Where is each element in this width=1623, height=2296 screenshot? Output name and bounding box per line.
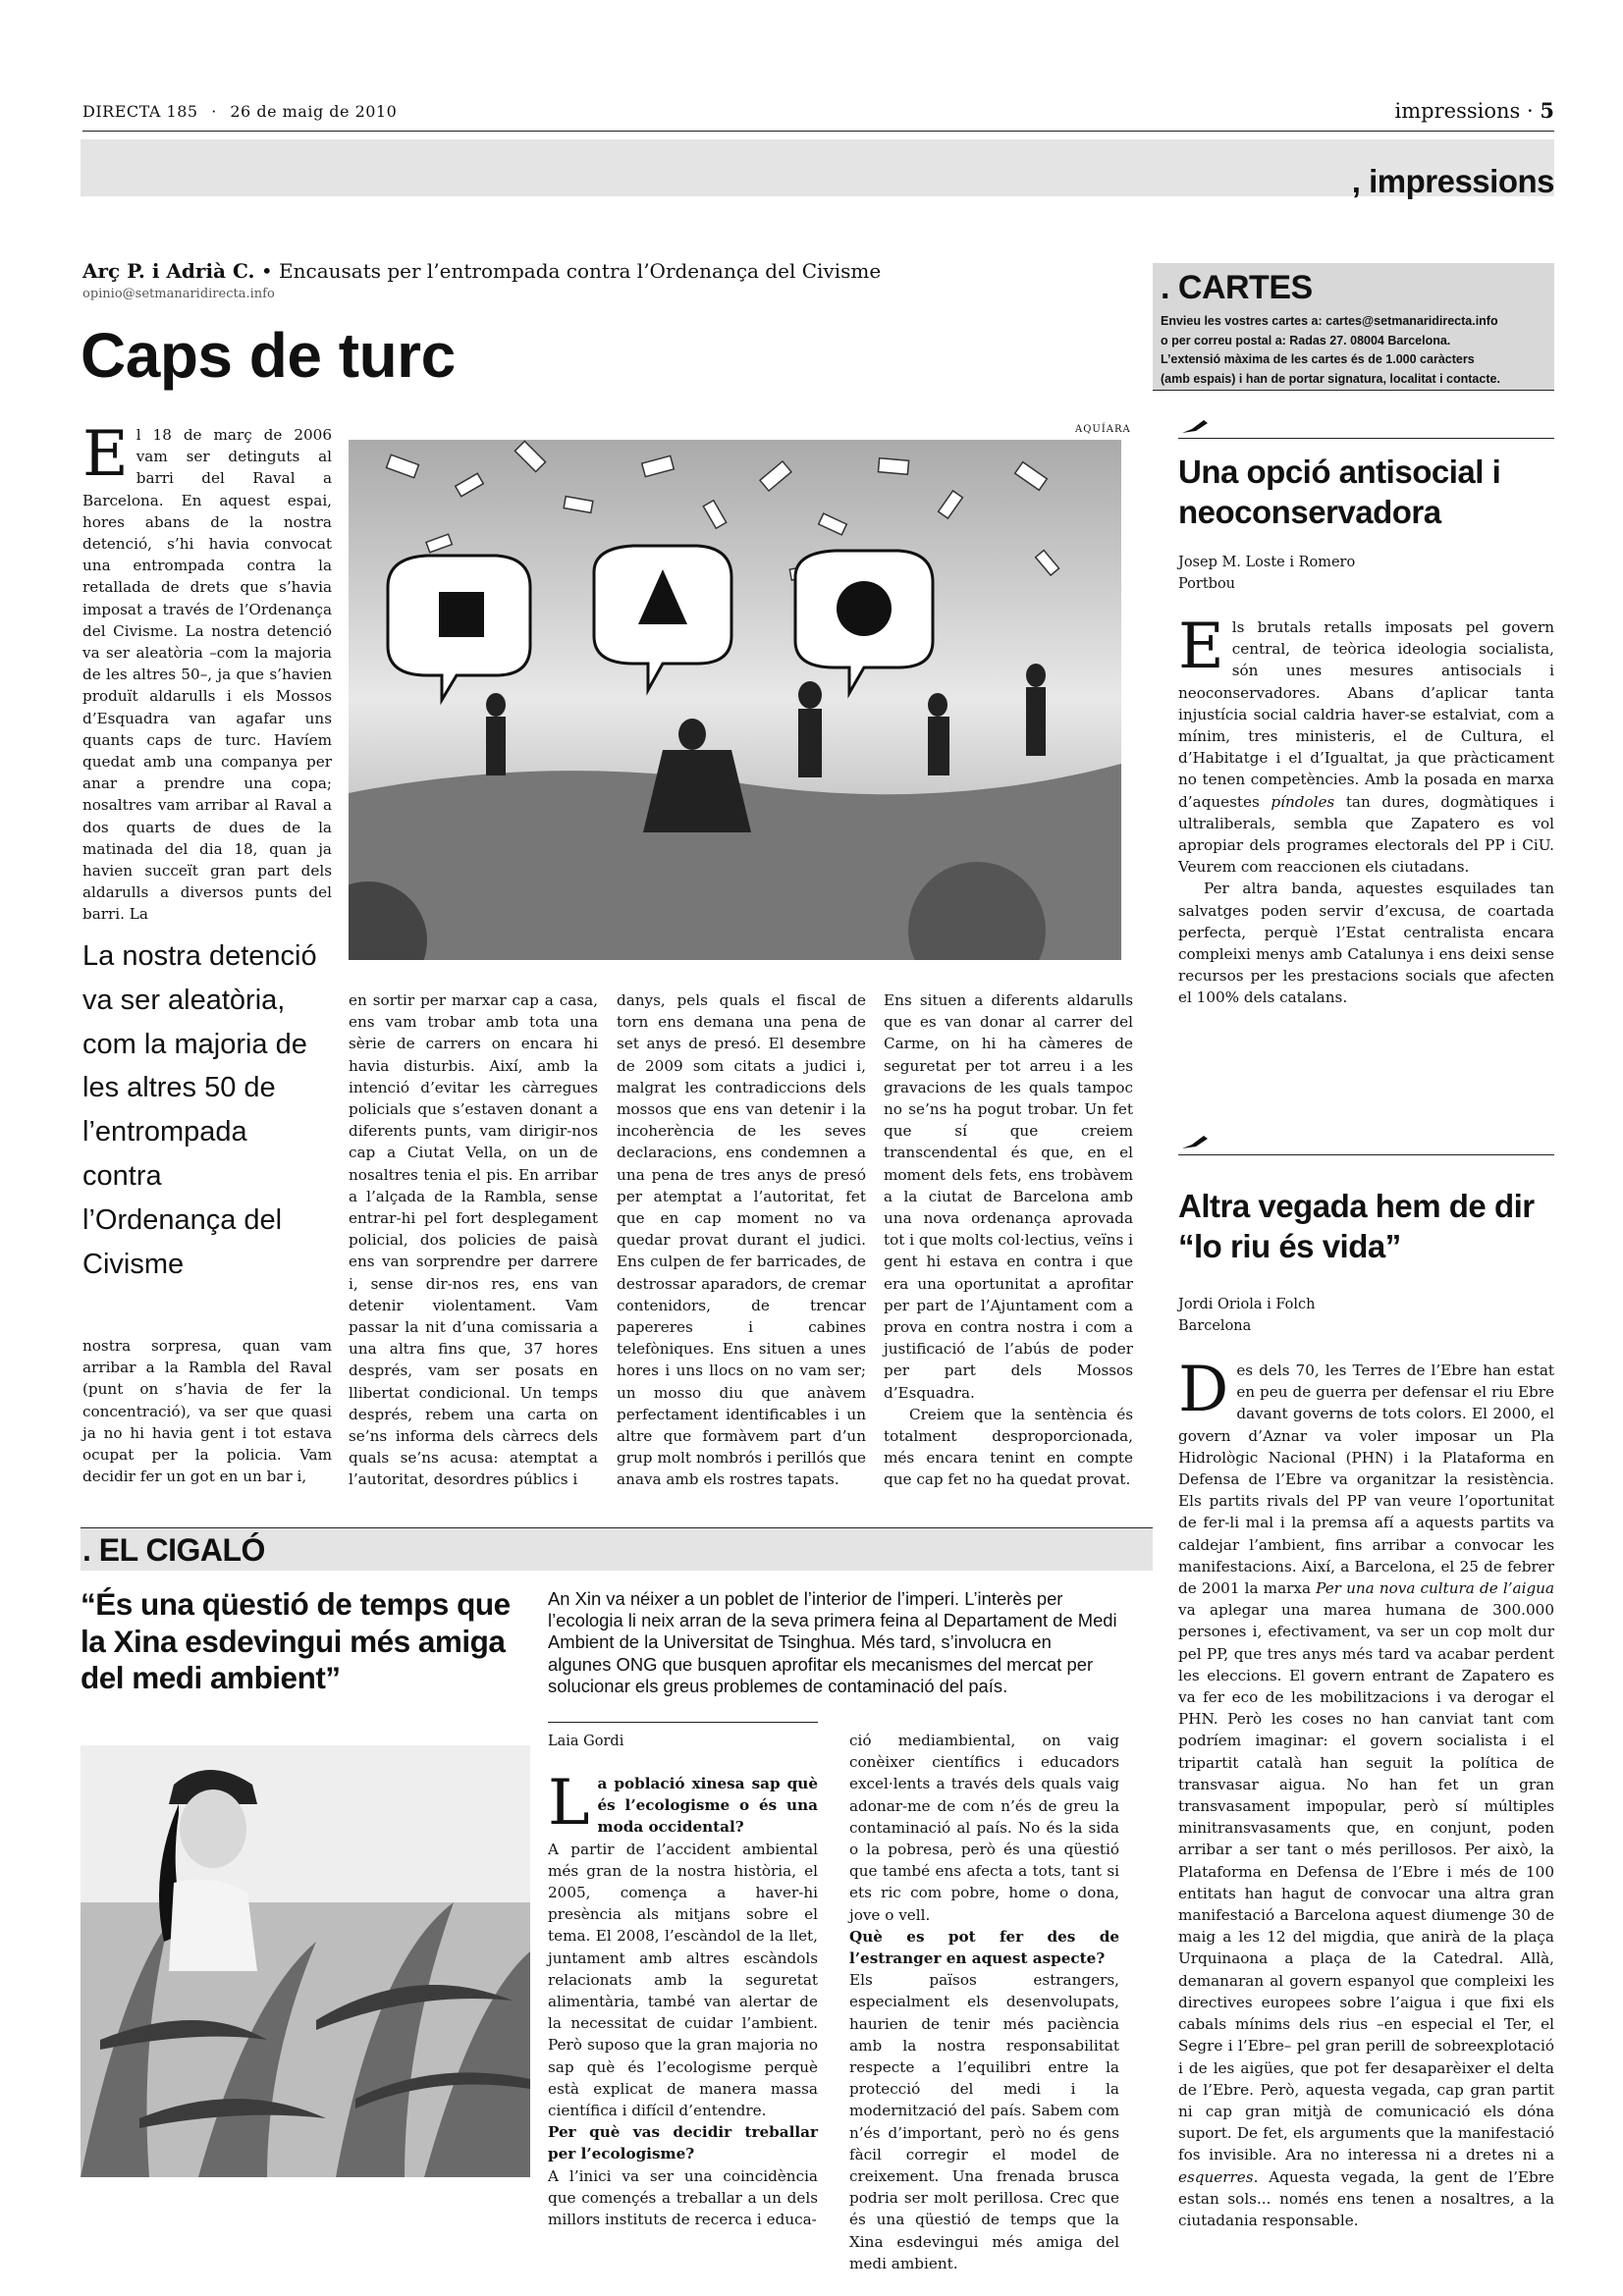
byline-rule [548, 1722, 818, 1723]
pen-icon [1180, 1133, 1210, 1152]
issue-date: 26 de maig de 2010 [230, 102, 398, 121]
cigalo-bar [81, 1527, 1153, 1571]
article-col1-bottom: nostra sorpresa, quan vam arribar a la Rambla del Raval (punt on s’havia de fer la concentració), va ser que quasi ja no hi havia gent i tot estava ocupat per la policia. Vam decidir fer un got en un bar i, [82, 1337, 332, 1486]
letter-2-body: Des dels 70, les Terres de l’Ebre han estat en peu de guerra per defensar el riu Ebre davant governs de tots colors. El 2000, el govern d’Aznar va voler imposar un Pla Hidrològic Nacional (PHN) i la Plataforma en Defensa de l’Ebre va organitzar la resistència. Els partits rivals del PP van veure l’oportunitat de fer-li mal i la premsa afí a aquests partits va caldejar l’ambient, fins arribar a convocar les manifestacions. Així, a Barcelona, el 25 de febrer de 2001 la marxa Per una nova cultura de l’aigua va aplegar una marea humana de 300.000 persones i, efectivament, va ser un cop molt dur pel PP, que tres anys més tard va acabar perdent les eleccions. El govern entrant de Zapatero es va fer eco de les mobilitzacions i va derogar el PHN. Però les coses no han canviat tant com podríem imaginar: el govern socialista i el tripartit català han seguit la política de transvasar aigua. No han fet un gran transvasament impopular, però sí múltiples minitransvasaments que, en conjunt, poden arribar a ser tant o més perillosos. Per això, la Plataforma en Defensa de l’Ebre i més de 100 entitats han hagut de convocar una altra gran manifestació a Barcelona aquest diumenge 30 de maig a les 12 del migdia, que anirà de la plaça Urquinaona a plaça de la Catedral. Allà, demanaran al govern espanyol que compleixi les directives europees sobre l’aigua i que fixi els cabals mínims dels rius –en especial el Ter, el Segre i l’Ebre– pel gran perill de sobreexplotació i de les aigües, que pot fer desaparèixer el delta de l’Ebre. Però, aquesta vegada, cap gran partit ni cap gran mitjà de comunicació els dóna suport. De fet, els arguments que la manifestació fos invisible. Ara no interessa ni a dretes ni a esquerres. Aquesta vegada, la gent de l’Ebre estan sols... només ens tenen a nosaltres, a la ciutadania responsable. [1178, 1354, 1555, 2229]
cigalo-intro: An Xin va néixer a un poblet de l’interior de l’imperi. L’interès per l’ecologia li neix arran de la seva primera feina al Departament de Medi Ambient de la Universitat de Tsinghua. Més tard, s’involucra en algunes ONG que busquen aprofitar els mecanismes del mercat per solucionar els greus problemes de contaminació del país. [548, 1588, 1117, 1696]
cigalo-section: . EL CIGALÓ [82, 1532, 265, 1568]
article-email: opinio@setmanaridirecta.info [82, 287, 275, 301]
article-col3: danys, pels quals el fiscal de torn ens demana una pena de set anys de presó. El desembre de 2009 som citats a judici i, malgrat les contradiccions dels mossos que ens van detenir i la incoherència de les seves declaracions, ens condemnen a una pena de tres anys de presó per atemptat a l’autoritat, fet que en cap moment no va quedar provat durant el judici. Ens culpen de fer barricades, de destrossar aparadors, de cremar contenidors, de trencar papereres i cabines telefòniques. Ens situen a unes hores i uns llocs on no vam ser; un mosso diu que anàvem perfectament identificables i un altre que formàvem part d’un grup molt nombrós i perillós que anava amb els rostres tapats. [617, 991, 866, 1489]
banner-title: , impressions [1351, 163, 1554, 199]
letter-1-rule [1178, 438, 1554, 439]
letter-1-author: Josep M. Loste i Romero Portbou [1178, 555, 1356, 592]
interview-col2: ció mediambiental, on vaig conèixer científics i educadors excel·lents a través dels quals vaig adonar-me de com n’és de greu la contaminació al país. No és la sida o la pobresa, però és una qüestió que també ens afecta a tots, tant si ets ric com pobre, home o dona, jove o vell. Què es pot fer des de l’estranger en aquest aspecte? Els països estrangers, especialment els desenvolupats, haurien de tenir més paciència amb la nostra responsabilitat respecte a l’equilibri entre la protecció del medi i la modernització del país. Sabem com n’és d’important, però no és gens fàcil corregir el model de creixement. Una frenada brusca podria ser molt perillosa. Crec que és una qüestió de temps que la Xina esdevingui més amiga del medi ambient. [849, 1732, 1119, 2272]
drop-cap: E [82, 418, 129, 491]
cartes-box [1153, 263, 1554, 391]
article-title: Caps de turc [81, 320, 456, 391]
pull-quote: La nostra detenció va ser aleatòria, com la majoria de les altres 50 de l’entrompada contra l’Ordenança del Civisme [82, 940, 317, 1280]
cartes-title: . CARTES [1161, 269, 1313, 306]
article-photo [349, 440, 1121, 960]
article-photo-credit: AQUÍARA [1075, 424, 1131, 435]
section-banner [81, 139, 1554, 199]
article-authors: Arç P. i Adrià C. [82, 259, 255, 283]
article-kicker: Arç P. i Adrià C. • Encausats per l’entrompada contra l’Ordenança del Civisme [82, 259, 882, 283]
page-header: DIRECTA 185 · 26 de maig de 2010 impressions · 5 [82, 96, 1554, 132]
letter-2-rule [1178, 1154, 1554, 1155]
article-col4: Ens situen a diferents aldarulls que es van donar al carrer del Carme, on hi ha càmeres de seguretat per tot arreu i a les gravacions de les quals tampoc no se’ns ha pogut trobar. Un fet que sí que creiem transcendental és que, en el moment dels fets, ens trobàvem a la ciutat de Barcelona amb una nova ordenança aprovada tot i que molts col·lectius, veïns i gent hi estava en contra i que era una oportunitat a aprofitar per part de l’Ajuntament com a prova en contra nostra i com a justificació de l’abús de poder per part dels Mossos d’Esquadra. Creiem que la sentència és totalment desproporcionada, més encara tenint en compte que cap fet no ha quedat provat. [884, 991, 1133, 1489]
letter-1-body: Els brutals retalls imposats pel govern central, de teòrica ideologia socialista, són unes mesures antisocials i neoconservadores. Abans d’aplicar tanta injustícia social caldria haver-se estalviat, com a mínim, tres ministeris, el de Cultura, el d’Habitatge i el d’Igualtat, ja que pràcticament no tenen competències. Amb la posada en marxa d’aquestes píndoles tan dures, dogmàtiques i ultraliberals, sembla que Zapatero es vol apropiar dels programes electorals del PP i CiU. Veurem com reaccionen els ciutadans. Per altra banda, aquestes esquilades tan salvatges poden servir d’excusa, de coartada perfecta, perquè l’Estat centralista encara compleixi menys amb Catalunya i ens deixi sense recursos per les prestacions socials que afecten el 100% dels catalans. [1178, 611, 1554, 1007]
interview-byline: Laia Gordi [548, 1734, 624, 1749]
cigalo-photo [81, 1745, 530, 2177]
pen-icon [1180, 417, 1210, 437]
article-desc: Encausats per l’entrompada contra l’Ordenança del Civisme [279, 259, 882, 283]
letter-2-author: Jordi Oriola i Folch Barcelona [1178, 1297, 1316, 1334]
page-number: 5 [1540, 98, 1554, 123]
letter-2-title: Altra vegada hem de dir “lo riu és vida” [1178, 1188, 1535, 1264]
cartes-info: Envieu les vostres cartes a: cartes@setmanaridirecta.info o per correu postal a: Radas 27. 08004 Barcelona. L’extensió màxima de les cartes és de 1.000 caràcters (amb espais) i han de portar signatura, localitat i contacte. [1161, 314, 1500, 386]
cigalo-headline: “És una qüestió de temps que la Xina esdevingui més amiga del medi ambient” [81, 1586, 511, 1695]
letter-1-title: Una opció antisocial i neoconservadora [1178, 454, 1501, 530]
section-name: impressions [1394, 99, 1521, 123]
article-col1-top: El 18 de març de 2006 vam ser detinguts al barri del Raval a Barcelona. En aquest espai, hores abans de la nostra detenció, s’hi havia convocat una entrompada contra la retallada de drets que s’havia imposat a través de l’Ordenança del Civisme. La nostra detenció va ser aleatòria –com la majoria de les altres 50–, ja que s’havien produït aldarulls i els Mossos d’Esquadra van agafar uns quants caps de turc. Havíem quedat amb una companya per anar a prendre una copa; nosaltres vam arribar al Raval a dos quarts de dues de la matinada del dia 18, quan ja havien succeït gran part dels aldarulls a diversos punts del barri. La [82, 418, 332, 924]
issue-number: DIRECTA 185 [82, 102, 198, 121]
interview-col1: La població xinesa sap què és l’ecologisme o és una moda occidental? A partir de l’accident ambiental més gran de la nostra història, el 2005, comença a haver-hi presència als mitjans sobre el tema. El 2008, l’escàndol de la llet, juntament amb altres escàndols relacionats amb la seguretat alimentària, també van alertar de la necessitat de cuidar l’ambient. Però suposo que la gran majoria no sap què és l’ecologisme perquè està explicat de manera massa científica i difícil d’entendre. Per què vas decidir treballar per l’ecologisme? A l’inici va ser una coincidència que començés a treballar a un dels millors instituts de recerca i educa- [548, 1767, 818, 2229]
article-col2: en sortir per marxar cap a casa, ens vam trobar amb tota una sèrie de carrers on encara hi havia disturbis. Així, amb la intenció d’evitar les càrregues policials que s’estaven donant a diferents punts, vam dirigir-nos cap a Ciutat Vella, on un de nosaltres tenia el pis. En arribar a l’alçada de la Rambla, sense entrar-hi pel fort desplegament policial, dos policies de paisà ens van sorprendre per darrere i, sense dir-nos res, ens van detenir violentament. Vam passar la nit d’una comissaria a una altra fins que, 37 hores després, vam ser posats en llibertat condicional. Un temps després, rebem una carta on se’ns informa dels càrrecs dels quals se’ns acusa: atemptat a l’autoritat, desordres públics i [349, 991, 598, 1489]
